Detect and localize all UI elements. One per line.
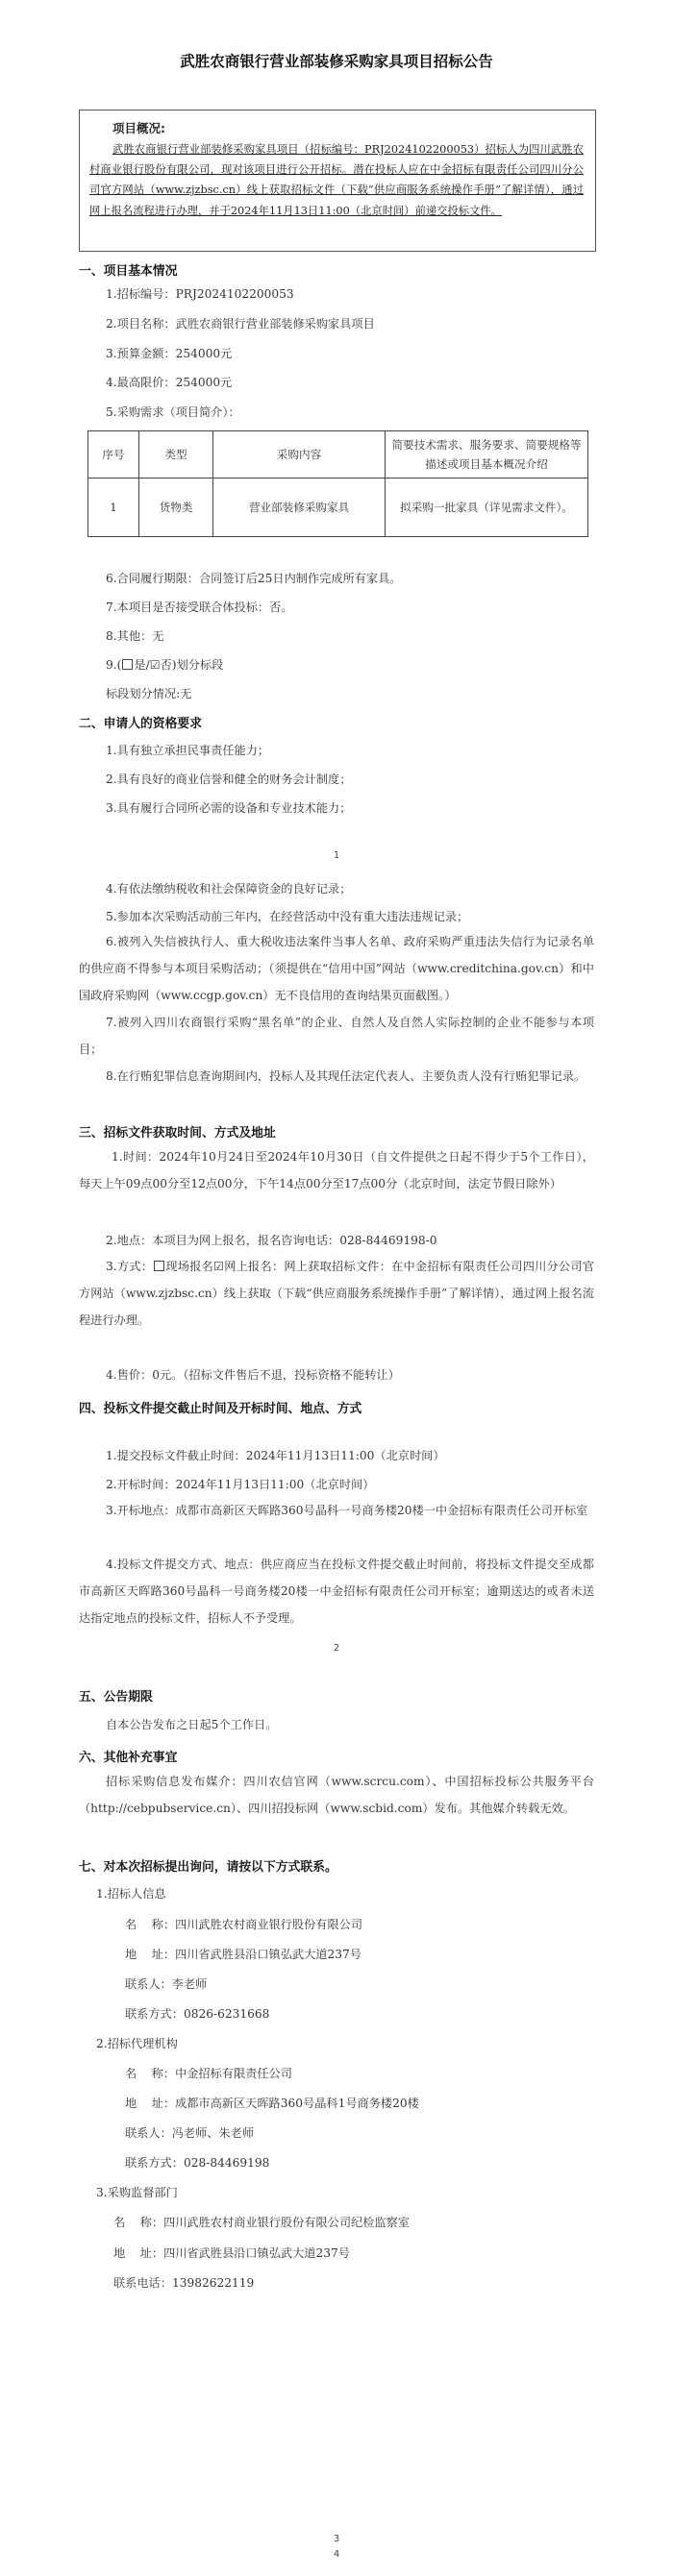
contract-period: 6.合同履行期限：合同签订后25日内制作完成所有家具。 (106, 572, 402, 585)
checkbox-icon (154, 1261, 164, 1271)
table-cell: 拟采购一批家具（详见需求文件）。 (386, 478, 588, 537)
supervision-address (113, 2245, 350, 2261)
page-number: 2 (333, 1643, 340, 1654)
checked-box-icon: ☑ (213, 1260, 224, 1273)
publication-media: 招标采购信息发布媒介：四川农信官网（www.scrcu.com）、中国招标投标公共服务平台（http://cebpubservice.cn）、四川招投标网（www.scbid.com）发布。其他媒介转载无效。 (79, 1775, 594, 1815)
field-value: 成都市高新区天晖路360号晶科1号商务楼20楼 (175, 2097, 419, 2110)
table-header-cell: 类型 (139, 431, 213, 478)
field-value: 028-84469198 (183, 2156, 270, 2170)
section6-heading: 六、其他补充事宜 (79, 1751, 178, 1765)
qualification-item: 3.具有履行合同所必需的设备和专业技术能力； (106, 801, 352, 815)
table-header-cell: 序号 (88, 431, 139, 478)
field-value: 四川武胜农村商业银行股份有限公司 (175, 1918, 363, 1931)
method-online: 网上报名：网上获取招标文件：在中金招标有限责任公司四川分公司官方网站（www.zjzbsc.cn）线上获取（下载“供应商服务系统操作手册”了解详情），通过网上报名流程进行办理。 (79, 1260, 595, 1327)
section2-heading: 二、申请人的资格要求 (79, 717, 202, 731)
requirements-table (87, 430, 588, 537)
qualification-item: 7.被列入四川农商银行采购“黑名单”的企业、自然人及自然人实际控制的企业不能参与本项目； (79, 1016, 594, 1056)
checkbox-icon (122, 659, 133, 670)
qualification-item: 6.被列入失信被执行人、重大税收违法案件当事人名单、政府采购严重违法失信行为记录名单的供应商不得参与本项目采购活动；（须提供在“信用中国”网站（www.creditchina.gov.cn）和中国政府采购网（www.ccgp.gov.cn）无不良信用的查询结果页面截图。） (79, 935, 594, 1002)
lot-division-suffix: 否)划分标段 (160, 658, 224, 672)
tenderer-contact (125, 1975, 207, 1992)
agency-contact (125, 2124, 254, 2141)
table-cell: 营业部装修采购家具 (213, 478, 386, 537)
field-label: 联系人： (125, 2126, 172, 2140)
field-label: 联系电话： (113, 2276, 172, 2290)
qualification-item: 5.参加本次采购活动前三年内，在经营活动中没有重大违法违规记录； (106, 910, 469, 923)
agency-info-title: 2.招标代理机构 (96, 2037, 178, 2050)
other-info: 8.其他：无 (106, 629, 164, 643)
document-price: 4.售价：0元。（招标文件售后不退，投标资格不能转让） (106, 1368, 400, 1382)
supervision-name (113, 2214, 410, 2230)
table-header-row (88, 431, 588, 478)
method-prefix: 3.方式： (106, 1260, 154, 1273)
page-number: 1 (333, 850, 340, 861)
section4-heading: 四、投标文件提交截止时间及开标时间、地点、方式 (79, 1402, 362, 1416)
consortium-bid: 7.本项目是否接受联合体投标：否。 (106, 601, 293, 614)
document-acquisition-time: 1.时间：2024年10月24日至2024年10月30日（自文件提供之日起不得少于5个工作日），每天上午09点00分至12点00分，下午14点00分至17点00分（北京时间，法定节假日除外） (79, 1150, 594, 1190)
field-value: 四川省武胜县沿口镇弘武大道237号 (175, 1948, 361, 1961)
supervision-phone (113, 2274, 254, 2291)
field-value: 0826-6231668 (183, 2007, 270, 2021)
field-value: 13982622119 (171, 2276, 255, 2290)
max-price: 4.最高限价：254000元 (106, 376, 233, 389)
table-header-cell: 采购内容 (213, 431, 386, 478)
opening-location: 3.开标地点：成都市高新区天晖路360号晶科一号商务楼20楼一中金招标有限责任公司开标室 (106, 1504, 588, 1517)
field-value: 冯老师、朱老师 (171, 2126, 255, 2140)
bid-number: 1.招标编号：PRJ2024102200053 (106, 287, 294, 301)
page-number: 4 (333, 2549, 340, 2560)
section5-heading: 五、公告期限 (79, 1690, 153, 1705)
field-label: 联系方式： (125, 2156, 184, 2170)
checked-box-icon: ☑ (149, 658, 161, 672)
table-header-cell: 简要技术需求、服务要求、简要规格等描述或项目基本概况介绍 (386, 431, 588, 478)
qualification-item: 1.具有独立承担民事责任能力； (106, 744, 270, 757)
overview-box (79, 110, 596, 252)
agency-phone (125, 2154, 269, 2171)
field-label: 名 称： (125, 2067, 176, 2080)
tenderer-info-title: 1.招标人信息 (96, 1887, 166, 1901)
field-label: 地 址： (125, 2097, 176, 2110)
field-label: 名 称： (125, 1918, 176, 1931)
lot-division-prefix: 9.( (106, 658, 122, 672)
agency-address (125, 2095, 419, 2111)
qualification-item: 4.有依法缴纳税收和社会保障资金的良好记录； (106, 882, 352, 895)
table-cell: 货物类 (139, 478, 213, 537)
field-label: 联系人： (125, 1977, 172, 1991)
procurement-needs: 5.采购需求（项目简介）： (106, 405, 240, 419)
table-cell: 1 (88, 478, 139, 537)
notice-period: 自本公告发布之日起5个工作日。 (106, 1718, 278, 1731)
lot-division-yes: 是/ (134, 658, 150, 672)
lot-division (106, 656, 223, 673)
document-acquisition-location: 2.地点：本项目为网上报名，报名咨询电话：028-84469198-0 (106, 1234, 437, 1247)
field-label: 名 称： (113, 2216, 164, 2229)
tenderer-phone (125, 2005, 269, 2022)
table-row (88, 478, 588, 537)
section3-heading: 三、招标文件获取时间、方式及地址 (79, 1126, 276, 1141)
page-number: 3 (333, 2534, 340, 2544)
document-acquisition-method (79, 1253, 594, 1334)
supervision-title: 3.采购监督部门 (96, 2186, 178, 2199)
qualification-item: 8.在行贿犯罪信息查询期间内，投标人及其现任法定代表人、主要负责人没有行贿犯罪记录。 (106, 1069, 586, 1083)
agency-name (125, 2065, 292, 2081)
field-label: 地 址： (125, 1948, 176, 1961)
budget-amount: 3.预算金额：254000元 (106, 347, 233, 360)
field-value: 李老师 (171, 1977, 208, 1991)
section7-heading: 七、对本次招标提出询问，请按以下方式联系。 (79, 1860, 337, 1875)
tenderer-name (125, 1916, 362, 1932)
project-name: 2.项目名称：武胜农商银行营业部装修采购家具项目 (106, 317, 375, 331)
field-value: 四川省武胜县沿口镇弘武大道237号 (163, 2246, 350, 2260)
overview-text: 武胜农商银行营业部装修采购家具项目（招标编号：PRJ2024102200053）招标人为四川武胜农村商业银行股份有限公司，现对该项目进行公开招标。潜在投标人应在中金招标有限责任公司四川分公司官方网站（www.zjzbsc.cn）线上获取招标文件（下载“供应商服务系统操作手册”了解详情），通过网上报名流程进行办理，并于2024年11月13日11:00（北京时间）前递交投标文件。 (89, 143, 584, 217)
overview-heading: 项目概况: (112, 121, 165, 135)
tenderer-address (125, 1946, 361, 1962)
method-onsite: 现场报名 (165, 1260, 214, 1273)
field-label: 地 址： (113, 2246, 164, 2260)
page-title: 武胜农商银行营业部装修采购家具项目招标公告 (180, 53, 493, 70)
field-value: 中金招标有限责任公司 (175, 2067, 292, 2080)
section1-heading: 一、项目基本情况 (79, 264, 178, 279)
lot-division-status: 标段划分情况:无 (106, 687, 192, 700)
opening-time: 2.开标时间：2024年11月13日11:00（北京时间） (106, 1478, 375, 1491)
submission-deadline: 1.提交投标文件截止时间：2024年11月13日11:00（北京时间） (106, 1449, 445, 1462)
field-label: 联系方式： (125, 2007, 184, 2021)
field-value: 四川武胜农村商业银行股份有限公司纪检监察室 (163, 2216, 410, 2229)
submission-method: 4.投标文件提交方式、地点：供应商应当在投标文件提交截止时间前，将投标文件提交至成都市高新区天晖路360号晶科一号商务楼20楼一中金招标有限责任公司开标室；逾期送达的或者未送达指定地点的投标文件，招标人不予受理。 (79, 1558, 594, 1625)
qualification-item: 2.具有良好的商业信誉和健全的财务会计制度； (106, 773, 352, 786)
